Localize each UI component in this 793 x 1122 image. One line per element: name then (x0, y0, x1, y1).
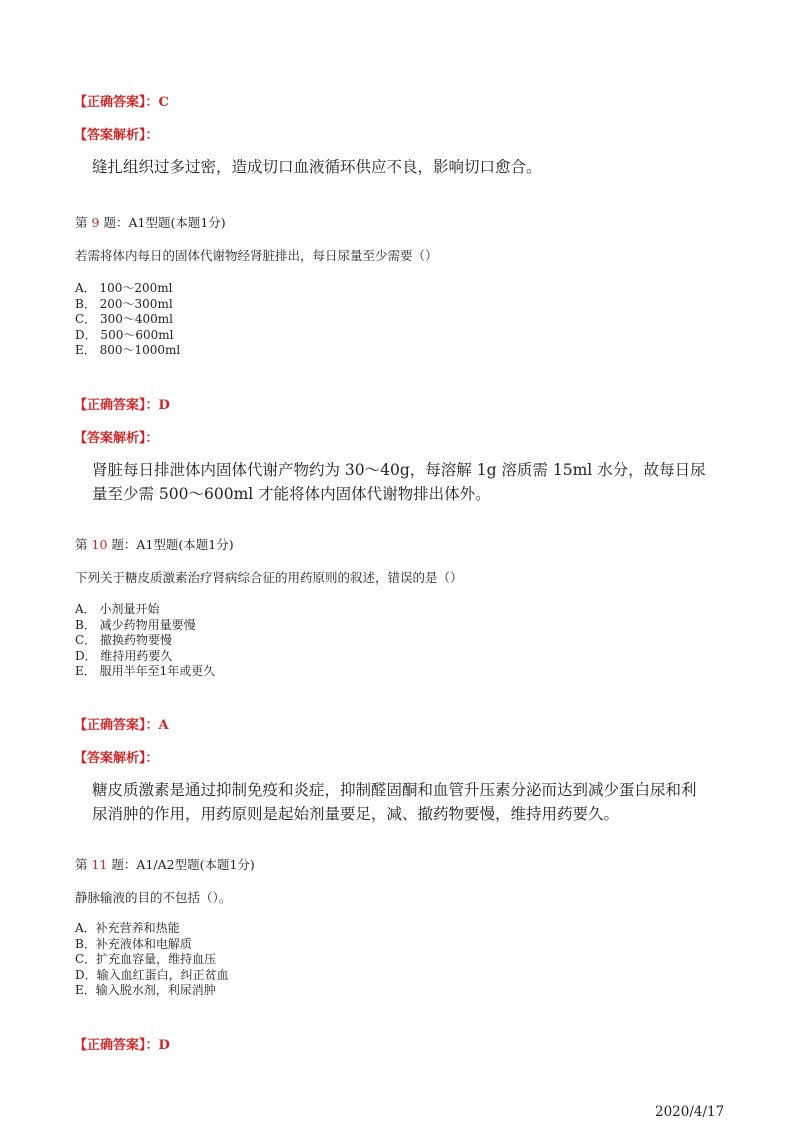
option-c: C． 300～400ml (75, 312, 174, 326)
question-prefix: 第 (75, 537, 88, 552)
analysis-label: 【答案解析】： (74, 751, 159, 766)
page-date: 2020/4/17 (655, 1104, 725, 1120)
option-c: C． 撤换药物要慢 (75, 633, 172, 647)
option-list (75, 281, 180, 359)
question-number: 11 (91, 857, 108, 872)
answer-line (74, 394, 170, 413)
option-a: A． 小剂量开始 (75, 602, 160, 616)
question-stem: 静脉输液的目的不包括（）。 (75, 890, 232, 905)
answer-label: 【正确答案】： (74, 718, 159, 733)
answer-value: D (158, 398, 170, 413)
option-d: D． 维持用药要久 (75, 648, 173, 663)
answer-line (74, 714, 169, 733)
option-b: B． 200～300ml (75, 296, 173, 311)
question-stem: 下列关于糖皮质激素治疗肾病综合征的用药原则的叙述，错误的是（） (75, 570, 463, 585)
question-type: 题：A1型题(本题1分) (103, 215, 226, 230)
option-d: D． 500～600ml (75, 327, 174, 342)
analysis-line: 尿消肿的作用，用药原则是起始剂量要足，减、撤药物要慢，维持用药要久。 (92, 805, 620, 823)
answer-value: D (158, 1038, 170, 1053)
question-header (75, 213, 226, 231)
answer-value: C (158, 95, 169, 110)
analysis-line: 糖皮质激素是通过抑制免疫和炎症，抑制醛固酮和血管升压素分泌而达到减少蛋白尿和利 (92, 781, 697, 799)
question-prefix: 第 (75, 215, 88, 230)
answer-value: A (158, 718, 169, 733)
question-prefix: 第 (75, 857, 88, 872)
analysis-line: 肾脏每日排泄体内固体代谢产物约为 30～40g，每溶解 1g 溶质需 15ml 水分，故每日尿 (92, 461, 706, 479)
option-list (75, 602, 215, 680)
analysis-text: 缝扎组织过多过密，造成切口血液循环供应不良，影响切口愈合。 (92, 158, 542, 176)
analysis-label: 【答案解析】： (74, 431, 159, 446)
analysis-text (92, 778, 697, 826)
analysis-label: 【答案解析】： (74, 128, 159, 143)
option-b: B． 减少药物用量要慢 (75, 617, 196, 632)
question-header (75, 535, 234, 553)
option-d: D．输入血红蛋白，纠正贫血 (75, 967, 229, 982)
option-e: E． 800～1000ml (75, 343, 181, 357)
analysis-line: 量至少需 500～600ml 才能将体内固体代谢物排出体外。 (92, 485, 491, 503)
answer-label: 【正确答案】： (74, 1038, 159, 1053)
answer-line (74, 1034, 170, 1053)
option-a: A．补充营养和热能 (75, 921, 180, 935)
option-b: B．补充液体和电解质 (75, 936, 192, 951)
option-c: C．扩充血容量，维持血压 (75, 952, 217, 966)
question-type: 题：A1型题(本题1分) (111, 537, 234, 552)
question-header (75, 855, 255, 873)
question-stem: 若需将体内每日的固体代谢物经肾脏排出，每日尿量至少需要（） (75, 248, 438, 263)
question-type: 题：A1/A2型题(本题1分) (111, 857, 255, 872)
option-e: E． 服用半年至1年或更久 (75, 664, 216, 678)
answer-label: 【正确答案】： (74, 95, 159, 110)
option-a: A． 100～200ml (75, 281, 173, 295)
option-list (75, 921, 229, 999)
answer-label: 【正确答案】： (74, 398, 159, 413)
question-number: 9 (91, 215, 100, 230)
analysis-text (92, 458, 706, 506)
option-e: E．输入脱水剂，利尿消肿 (75, 983, 216, 997)
question-number: 10 (91, 537, 108, 552)
answer-line (74, 91, 169, 110)
